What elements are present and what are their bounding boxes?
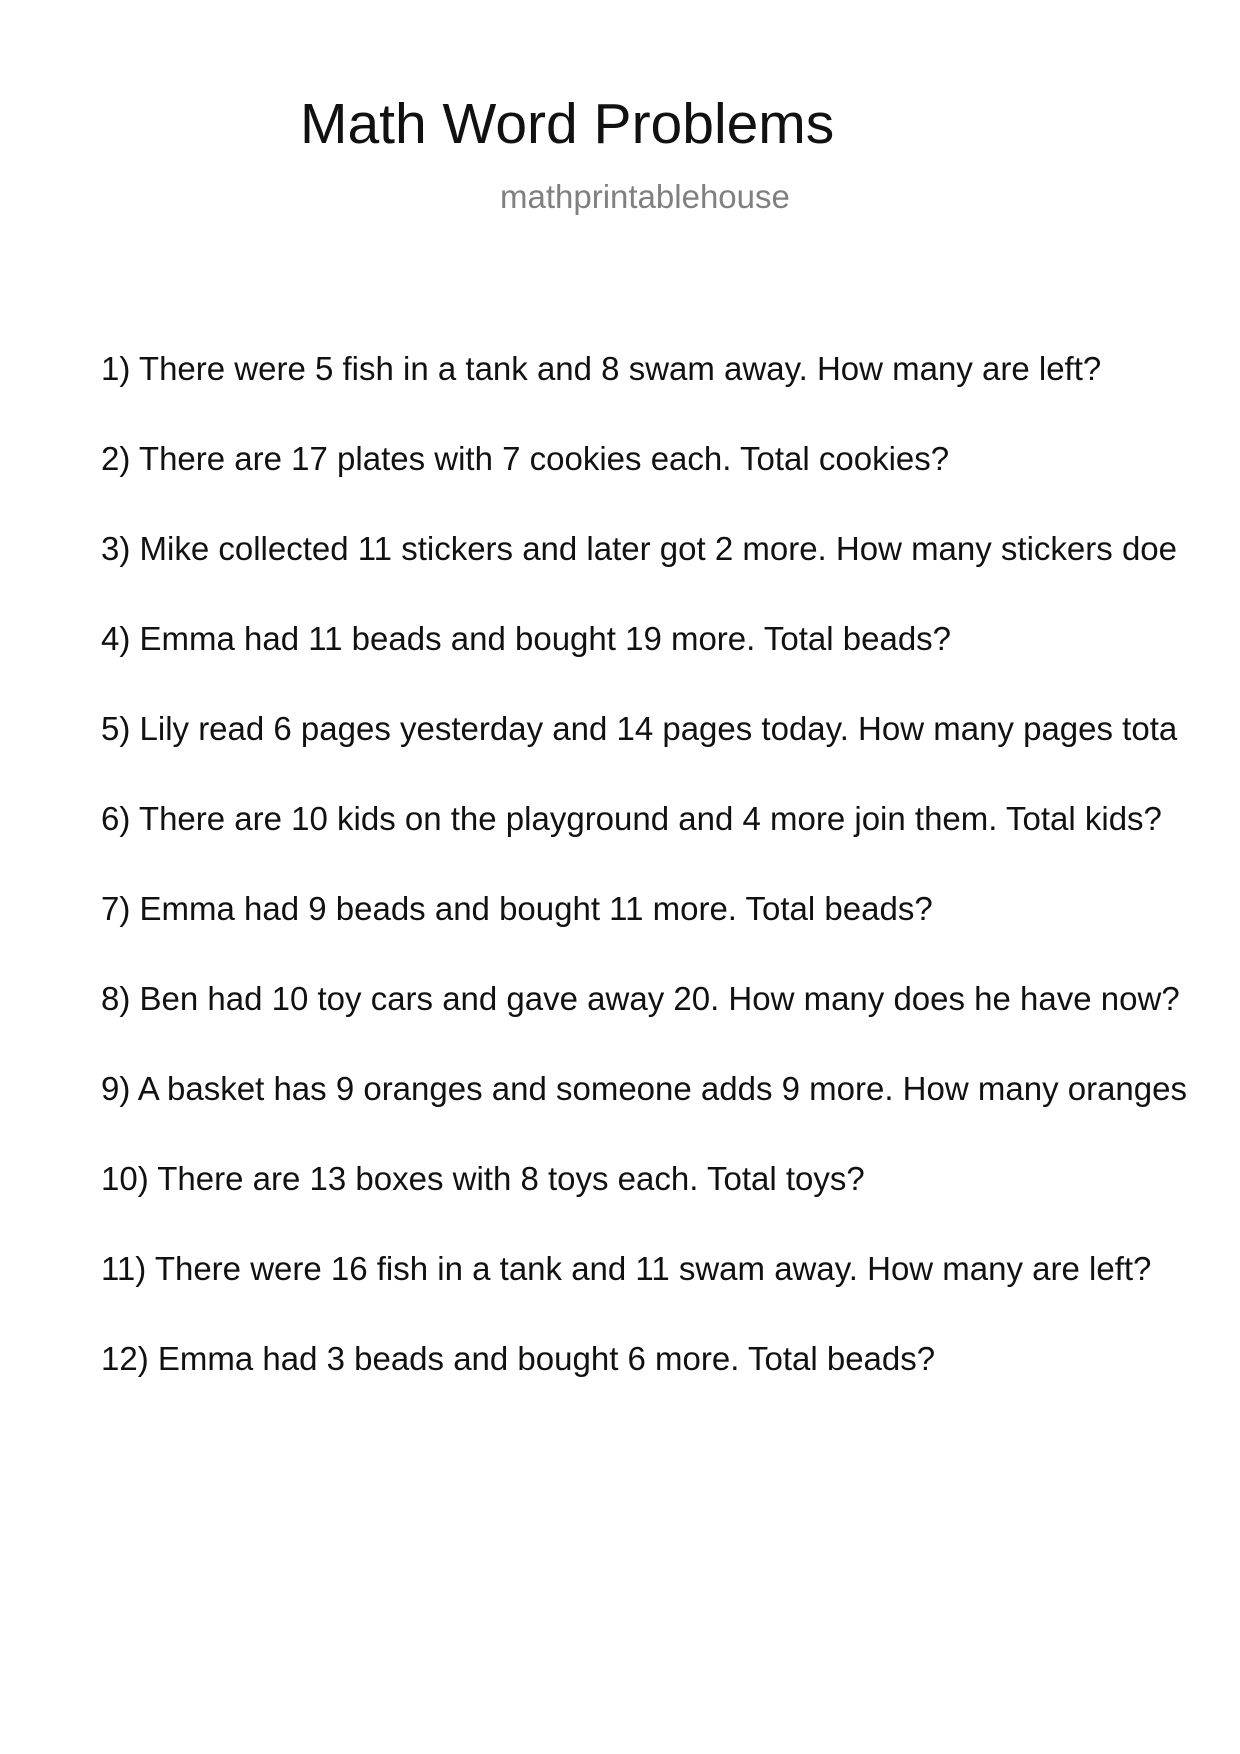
problem-2: 2) There are 17 plates with 7 cookies each. Total cookies? bbox=[101, 440, 950, 477]
problem-5: 5) Lily read 6 pages yesterday and 14 pages today. How many pages tota bbox=[101, 710, 1178, 747]
problem-10: 10) There are 13 boxes with 8 toys each. Total toys? bbox=[101, 1160, 865, 1197]
problem-4: 4) Emma had 11 beads and bought 19 more. Total beads? bbox=[101, 620, 952, 657]
problem-6: 6) There are 10 kids on the playground and 4 more join them. Total kids? bbox=[101, 800, 1162, 837]
problem-7: 7) Emma had 9 beads and bought 11 more. Total beads? bbox=[101, 890, 933, 927]
problem-3: 3) Mike collected 11 stickers and later got 2 more. How many stickers doe bbox=[101, 530, 1177, 567]
problem-1: 1) There were 5 fish in a tank and 8 swam away. How many are left? bbox=[101, 350, 1102, 387]
page-subtitle: mathprintablehouse bbox=[500, 178, 790, 215]
problem-11: 11) There were 16 fish in a tank and 11 swam away. How many are left? bbox=[101, 1250, 1152, 1287]
problem-12: 12) Emma had 3 beads and bought 6 more. Total beads? bbox=[101, 1340, 936, 1377]
page-title: Math Word Problems bbox=[300, 92, 835, 156]
problem-8: 8) Ben had 10 toy cars and gave away 20. How many does he have now? bbox=[101, 980, 1180, 1017]
problem-9: 9) A basket has 9 oranges and someone adds 9 more. How many oranges bbox=[101, 1070, 1187, 1107]
problem-list bbox=[101, 348, 1187, 1428]
